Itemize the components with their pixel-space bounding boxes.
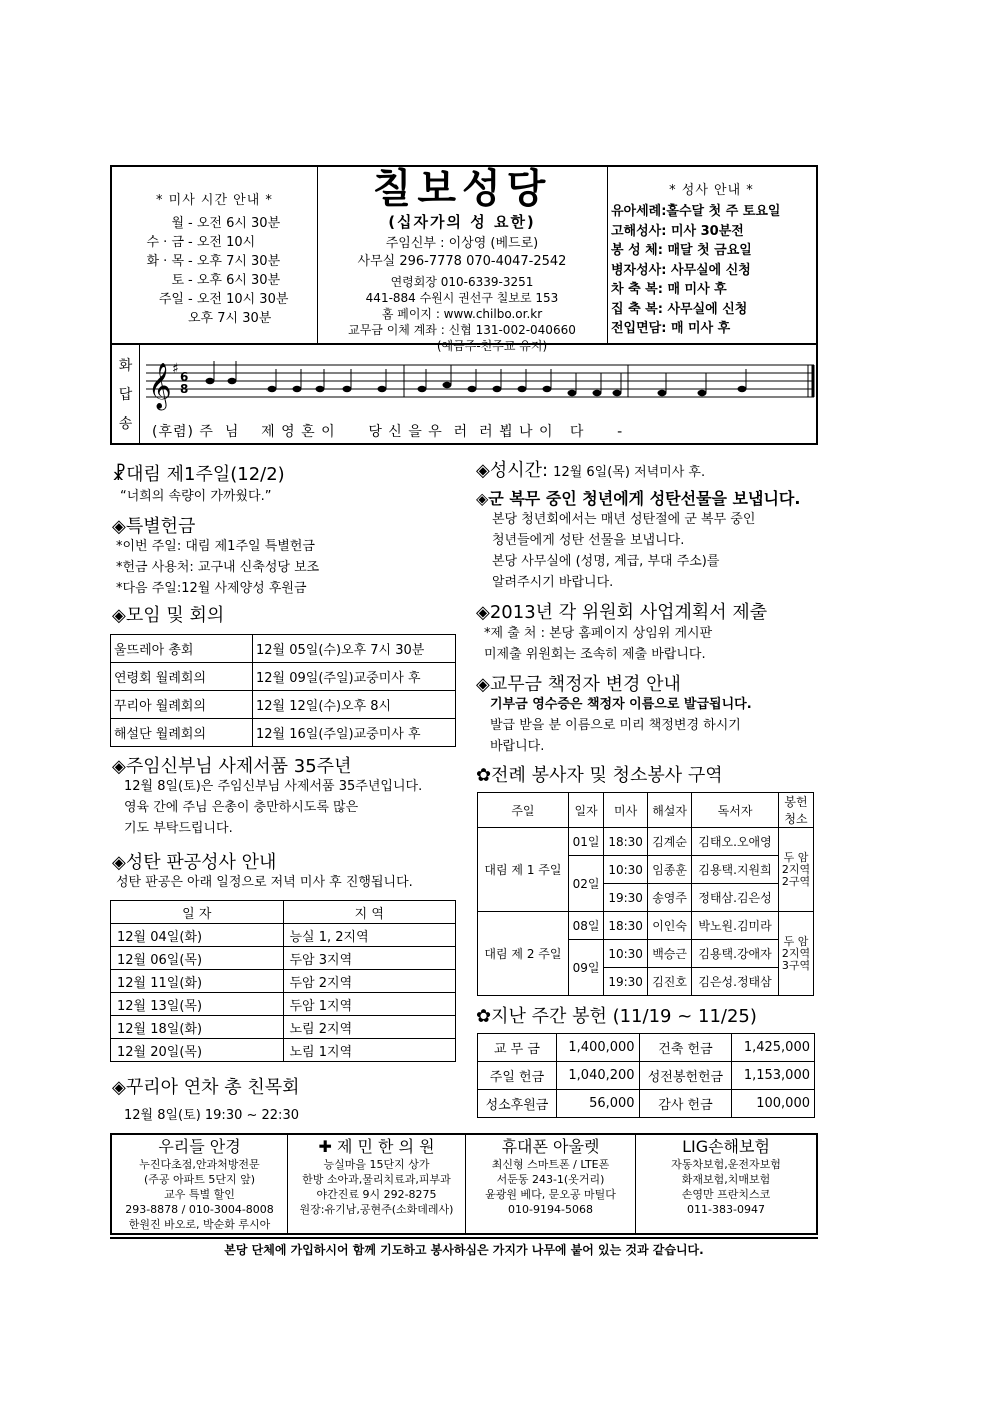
note-head bbox=[698, 390, 707, 396]
meeting-when: 12월 12일(수)오후 8시 bbox=[253, 691, 456, 719]
date-cell: 01일 bbox=[568, 828, 603, 856]
meeting-name: 해설단 월례회의 bbox=[111, 719, 253, 747]
note-head bbox=[468, 386, 477, 392]
table-row bbox=[111, 947, 456, 970]
service-title: ✿전례 봉사자 및 청소봉사 구역 bbox=[476, 765, 723, 786]
cleaning-cell: 두 암 2지역 3구역 bbox=[779, 912, 814, 996]
date-cell: 02일 bbox=[568, 856, 603, 912]
text-line: 영육 간에 주님 은총이 충만하시도록 많은 bbox=[124, 800, 359, 815]
ad-line: 윤광원 베다, 문오공 마틸다 bbox=[485, 1188, 616, 1201]
sacraments-list bbox=[611, 202, 816, 339]
text-line: 청년들에게 성탄 선물을 보냅니다. bbox=[492, 533, 685, 548]
mass-time: - 오후 6시 30분 bbox=[188, 273, 281, 288]
meeting-name: 연령회 월례회의 bbox=[111, 663, 253, 691]
ad-line: 능실마을 15단지 상가 bbox=[323, 1158, 430, 1171]
table-row bbox=[478, 1034, 815, 1062]
table-cell: 12월 11일(화) bbox=[111, 970, 284, 993]
note-head bbox=[418, 386, 427, 392]
homepage: 홈 페이지 : www.chilbo.or.kr bbox=[381, 307, 543, 321]
note-head bbox=[543, 386, 552, 392]
sacrament-item: 병자성사: 사무실에 신청 bbox=[611, 262, 751, 278]
table-cell: 12월 20일(목) bbox=[111, 1039, 284, 1062]
advertisements bbox=[110, 1133, 818, 1235]
christmas-confession-text: 성탄 판공은 아래 일정으로 저녁 미사 후 진행됩니다. bbox=[116, 875, 413, 890]
note-head bbox=[493, 386, 502, 392]
sacrament-item: 고해성사: 미사 30분전 bbox=[611, 223, 744, 239]
note-head bbox=[206, 378, 215, 384]
meetings-title: ◈모임 및 회의 bbox=[112, 605, 225, 626]
note-head bbox=[738, 386, 747, 392]
note-head bbox=[658, 390, 667, 396]
table-cell: 성전봉헌헌금 bbox=[639, 1062, 732, 1090]
office-phone: 사무실 296-7778 070-4047-2542 bbox=[357, 254, 567, 269]
table-cell: 노림 1지역 bbox=[283, 1039, 456, 1062]
meeting-when: 12월 16일(주일)교중미사 후 bbox=[253, 719, 456, 747]
sacrament-item: 봉 성 체: 매달 첫 금요일 bbox=[611, 243, 752, 258]
church-patron: (십자가의 성 요한) bbox=[388, 213, 536, 231]
table-row bbox=[478, 912, 814, 940]
table-cell: 12월 13일(목) bbox=[111, 993, 284, 1016]
curia-title: ◈꾸리아 연차 총 친목회 bbox=[112, 1077, 300, 1098]
table-cell: 임종훈 bbox=[648, 856, 692, 884]
text-line: *헌금 사용처: 교구내 신축성당 보조 bbox=[116, 560, 320, 575]
sacrament-item: 집 축 복: 사무실에 신청 bbox=[611, 301, 748, 317]
hymn-lyric: (후렴) 주 님 제 영 혼 이 당 신 을 우 러 러 뵙 나 이 다 - bbox=[152, 424, 624, 440]
column-header: 미사 bbox=[604, 793, 648, 828]
note-head bbox=[613, 390, 622, 396]
ad-line: 교우 특별 할인 bbox=[164, 1188, 235, 1201]
footer-message: 본당 단체에 가입하시어 함께 기도하고 봉사하심은 가지가 나무에 붙어 있는 것과 같습니다. bbox=[110, 1237, 818, 1258]
pastor: 주임신부 : 이상영 (베드로) bbox=[385, 236, 539, 251]
note-head bbox=[593, 390, 602, 396]
text-line: 발급 받을 분 이름으로 미리 책정변경 하시기 bbox=[490, 718, 741, 733]
note-head bbox=[568, 390, 577, 396]
note-head bbox=[343, 386, 352, 392]
responsorial-psalm bbox=[110, 345, 818, 445]
advent-title bbox=[112, 460, 285, 486]
table-cell: 이인숙 bbox=[648, 912, 692, 940]
mass-day: 화 · 목 bbox=[146, 254, 184, 269]
hymn-label-char: 송 bbox=[118, 415, 133, 432]
note-head bbox=[228, 378, 237, 384]
sharp-icon: ♯ bbox=[172, 361, 179, 377]
ad-line: 화재보험,치매보험 bbox=[681, 1173, 771, 1186]
mass-time-row bbox=[126, 233, 317, 252]
svg-text:6: 6 bbox=[180, 370, 189, 384]
table-cell: 두암 3지역 bbox=[283, 947, 456, 970]
table-cell: 김용택.지원희 bbox=[692, 856, 779, 884]
mass-time-row bbox=[126, 290, 317, 309]
mass-time-row bbox=[126, 271, 317, 290]
bulletin-header bbox=[110, 165, 818, 353]
table-cell: 12월 04일(화) bbox=[111, 924, 284, 947]
ad-line: 한원진 바오로, 박순화 루시아 bbox=[128, 1218, 271, 1231]
ad-title: 휴대폰 아울렛 bbox=[501, 1137, 600, 1156]
mass-time: - 오전 10시 bbox=[188, 235, 256, 250]
column-header: 독서자 bbox=[692, 793, 779, 828]
note-head bbox=[268, 386, 277, 392]
sacraments-title: * 성사 안내 * bbox=[669, 183, 754, 198]
mass-day: 토 bbox=[171, 273, 184, 288]
ad-line: 원장:유기남,공현주(소화데레사) bbox=[299, 1203, 454, 1216]
text-line: *제 출 처 : 본당 홈페이지 상임위 게시판 bbox=[484, 626, 713, 641]
table-row bbox=[111, 663, 456, 691]
table-cell: 18:30 bbox=[604, 828, 648, 856]
table-row bbox=[111, 1016, 456, 1039]
table-cell: 주일 헌금 bbox=[478, 1062, 557, 1090]
text-line: 본당 청년회에서는 매년 성탄절에 군 복무 중인 bbox=[492, 512, 756, 527]
sacrament-item: 전입면담: 매 미사 후 bbox=[611, 321, 731, 336]
advent-heading: 대림 제1주일(12/2) bbox=[126, 464, 285, 485]
table-row bbox=[111, 970, 456, 993]
table-cell: 송영주 bbox=[648, 884, 692, 912]
advent-quote: “너희의 속량이 가까웠다.” bbox=[120, 489, 272, 504]
note-head bbox=[518, 386, 527, 392]
hymn-label-char: 화 bbox=[118, 358, 133, 375]
table-row bbox=[111, 924, 456, 947]
tithe-text bbox=[490, 715, 741, 757]
table-cell: 박노원.김미라 bbox=[692, 912, 779, 940]
cleaning-cell: 두 암 2지역 2구역 bbox=[779, 828, 814, 912]
table-cell: 1,425,000 bbox=[732, 1034, 815, 1062]
table-header-row bbox=[478, 793, 814, 828]
flower-icon: ✿ bbox=[476, 1006, 492, 1027]
table-row bbox=[111, 691, 456, 719]
table-cell: 19:30 bbox=[604, 884, 648, 912]
note-head bbox=[293, 386, 302, 392]
tithe-title: ◈교무금 책정자 변경 안내 bbox=[476, 674, 681, 695]
text-line: 바랍니다. bbox=[490, 739, 545, 754]
table-cell: 12월 18일(화) bbox=[111, 1016, 284, 1039]
table-row bbox=[111, 719, 456, 747]
ad-line: (주공 아파트 5단지 앞) bbox=[143, 1173, 256, 1186]
address: 441-884 수원시 권선구 칠보로 153 bbox=[365, 291, 559, 305]
table-cell: 10:30 bbox=[604, 940, 648, 968]
column-header: 일자 bbox=[568, 793, 603, 828]
text-line: *다음 주일:12월 사제양성 후원금 bbox=[116, 581, 307, 596]
mass-day: 주일 bbox=[158, 292, 184, 307]
mass-times-list bbox=[126, 214, 317, 328]
meeting-name: 울뜨레아 총회 bbox=[111, 635, 253, 663]
mass-times-title: * 미사 시간 안내 * bbox=[156, 193, 273, 208]
medical-cross-icon: ✚ bbox=[318, 1137, 337, 1156]
mass-time: 오후 7시 30분 bbox=[188, 311, 272, 326]
curia-text: 12월 8일(토) 19:30 ~ 22:30 bbox=[124, 1108, 299, 1123]
table-cell: 백승근 bbox=[648, 940, 692, 968]
table-cell: 성소후원금 bbox=[478, 1090, 557, 1118]
special-offering-list bbox=[116, 536, 319, 599]
ad-line: 손영만 프란치스코 bbox=[681, 1188, 771, 1201]
tithe-bold-text: 기부금 영수증은 책정자 이름으로 발급됩니다. bbox=[490, 697, 752, 712]
ad-title: LIG손해보험 bbox=[682, 1137, 770, 1156]
text-line: 12월 8일(토)은 주임신부님 사제서품 35주년입니다. bbox=[124, 779, 423, 794]
table-cell: 김계순 bbox=[648, 828, 692, 856]
ad-insurance bbox=[636, 1135, 816, 1233]
flower-icon: ✿ bbox=[476, 765, 492, 786]
table-cell: 감사 헌금 bbox=[639, 1090, 732, 1118]
meeting-when: 12월 05일(수)오후 7시 30분 bbox=[253, 635, 456, 663]
mass-day bbox=[126, 309, 188, 328]
text-line: *이번 주일: 대림 제1주일 특별헌금 bbox=[116, 539, 315, 554]
plan-text bbox=[484, 623, 712, 665]
table-cell: 노림 2지역 bbox=[283, 1016, 456, 1039]
president-phone: 연령회장 010-6339-3251 bbox=[390, 275, 534, 289]
military-gift-title: ◈군 복무 중인 청년에게 성탄선물을 보냅니다. bbox=[476, 489, 801, 508]
anniversary-title: ◈주임신부님 사제서품 35주년 bbox=[112, 756, 352, 777]
table-header-row bbox=[111, 901, 456, 924]
ad-line: 누진다초점,안과처방전문 bbox=[139, 1158, 260, 1171]
sacrament-item: 유아세례:홀수달 첫 주 토요일 bbox=[611, 204, 781, 219]
table-cell: 능실 1, 2지역 bbox=[283, 924, 456, 947]
ad-line: 293-8878 / 010-3004-8008 bbox=[125, 1203, 274, 1216]
ad-line: 야간진료 9시 292-8275 bbox=[316, 1188, 437, 1201]
meetings-table bbox=[110, 634, 456, 747]
table-cell: 김은성.정태삼 bbox=[692, 968, 779, 996]
week-cell: 대림 제 2 주일 bbox=[478, 912, 569, 996]
mass-time: - 오전 6시 30분 bbox=[188, 216, 281, 231]
column-header: 일 자 bbox=[111, 901, 284, 924]
meeting-name: 꾸리아 월례회의 bbox=[111, 691, 253, 719]
music-staff bbox=[142, 351, 818, 419]
holy-hour bbox=[476, 456, 705, 483]
service-table bbox=[477, 792, 814, 996]
text-line: 기도 부탁드립니다. bbox=[124, 821, 233, 836]
table-row bbox=[111, 993, 456, 1016]
table-row bbox=[111, 1039, 456, 1062]
holy-hour-title: ◈성시간: bbox=[476, 460, 549, 481]
ad-optical bbox=[112, 1135, 288, 1233]
ad-line: 자동차보험,운전자보험 bbox=[671, 1158, 781, 1171]
ad-line: 서둔동 243-1(옷거리) bbox=[496, 1173, 605, 1186]
text-line: 본당 사무실에 (성명, 계급, 부대 주소)를 bbox=[492, 554, 720, 569]
table-cell: 10:30 bbox=[604, 856, 648, 884]
ad-line: 한방 소아과,물리치료과,피부과 bbox=[302, 1173, 451, 1186]
mass-time: - 오후 7시 30분 bbox=[188, 254, 281, 269]
hymn-label bbox=[112, 345, 140, 443]
note-head bbox=[378, 386, 387, 392]
christmas-schedule-table bbox=[110, 900, 456, 1062]
anniversary-text bbox=[124, 776, 422, 839]
account: 교무금 이체 계좌 : 신협 131-002-040660 bbox=[348, 323, 576, 337]
table-cell: 김태오.오애영 bbox=[692, 828, 779, 856]
table-cell: 12월 06일(목) bbox=[111, 947, 284, 970]
date-cell: 08일 bbox=[568, 912, 603, 940]
table-cell: 두암 2지역 bbox=[283, 970, 456, 993]
table-cell: 100,000 bbox=[732, 1090, 815, 1118]
plan-title: ◈2013년 각 위원회 사업계획서 제출 bbox=[476, 602, 768, 623]
special-offering-title: ◈특별헌금 bbox=[112, 516, 196, 537]
military-gift-text bbox=[492, 509, 755, 593]
table-row bbox=[478, 1090, 815, 1118]
table-cell: 정태삼.김은성 bbox=[692, 884, 779, 912]
mass-day: 수 · 금 bbox=[146, 235, 184, 250]
column-header: 봉헌 청소 bbox=[779, 793, 814, 828]
column-header: 지 역 bbox=[283, 901, 456, 924]
table-cell: 1,153,000 bbox=[732, 1062, 815, 1090]
table-cell: 18:30 bbox=[604, 912, 648, 940]
ad-line: 011-383-0947 bbox=[687, 1203, 765, 1216]
meeting-when: 12월 09일(주일)교중미사 후 bbox=[253, 663, 456, 691]
table-cell: 교 무 금 bbox=[478, 1034, 557, 1062]
christmas-confession-title: ◈성탄 판공성사 안내 bbox=[112, 852, 277, 873]
ad-line: 010-9194-5068 bbox=[508, 1203, 593, 1216]
table-row bbox=[478, 1062, 815, 1090]
note-head bbox=[443, 382, 452, 388]
mass-time-row bbox=[126, 252, 317, 271]
column-header: 해설자 bbox=[648, 793, 692, 828]
treble-clef-icon: 𝄞 bbox=[148, 363, 172, 409]
church-info-panel bbox=[317, 165, 608, 353]
ad-line: 최신형 스마트폰 / LTE폰 bbox=[491, 1158, 610, 1171]
sacrament-item: 차 축 복: 매 미사 후 bbox=[611, 282, 727, 297]
table-cell: 건축 헌금 bbox=[639, 1034, 732, 1062]
date-cell: 09일 bbox=[568, 940, 603, 996]
table-cell: 김용택.강애자 bbox=[692, 940, 779, 968]
church-name: 칠보성당 bbox=[372, 165, 552, 212]
offering-table bbox=[477, 1033, 815, 1118]
ad-clinic bbox=[288, 1135, 466, 1233]
ad-phone bbox=[466, 1135, 636, 1233]
mass-day: 월 bbox=[171, 216, 184, 231]
ad-title: ✚ 제 민 한 의 원 bbox=[318, 1137, 435, 1156]
week-cell: 대림 제 1 주일 bbox=[478, 828, 569, 912]
mass-time-row bbox=[126, 214, 317, 233]
svg-text:8: 8 bbox=[180, 382, 189, 396]
mass-times-panel bbox=[112, 167, 318, 343]
table-cell: 김진호 bbox=[648, 968, 692, 996]
column-header: 주일 bbox=[478, 793, 569, 828]
offering-week-title: ✿지난 주간 봉헌 (11/19 ~ 11/25) bbox=[476, 1006, 757, 1027]
table-cell: 19:30 bbox=[604, 968, 648, 996]
table-cell: 1,400,000 bbox=[556, 1034, 639, 1062]
text-line: 알려주시기 바랍니다. bbox=[492, 575, 614, 590]
ad-title: 우리들 안경 bbox=[158, 1137, 241, 1156]
table-cell: 두암 1지역 bbox=[283, 993, 456, 1016]
table-row bbox=[478, 828, 814, 856]
chi-rho-icon: ☧ bbox=[112, 464, 127, 485]
holy-hour-text: 12월 6일(목) 저녁미사 후. bbox=[553, 465, 706, 480]
account-holder: (예금주-천주교 유지) bbox=[436, 339, 548, 353]
table-row bbox=[111, 635, 456, 663]
table-cell: 56,000 bbox=[556, 1090, 639, 1118]
text-line: 미제출 위원회는 조속히 제출 바랍니다. bbox=[484, 647, 706, 662]
table-cell: 1,040,200 bbox=[556, 1062, 639, 1090]
hymn-label-char: 답 bbox=[118, 386, 133, 403]
note-head bbox=[316, 386, 325, 392]
mass-time: - 오전 10시 30분 bbox=[188, 292, 289, 307]
mass-time-row bbox=[126, 309, 317, 328]
sacraments-panel bbox=[607, 167, 816, 343]
